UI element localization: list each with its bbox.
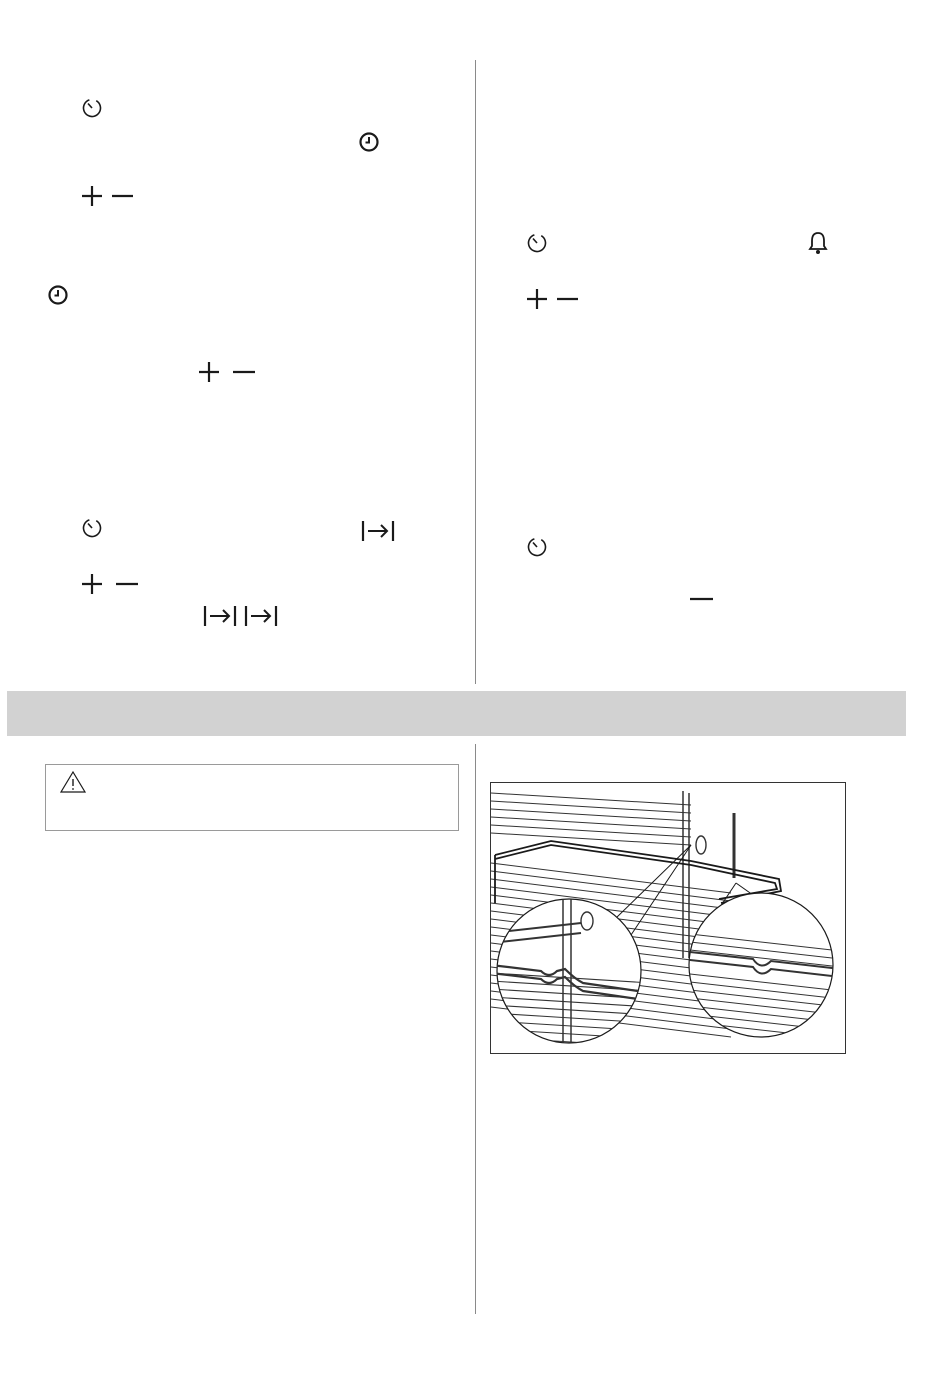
timer-icon [80,96,104,120]
timer-icon [525,535,549,559]
end-time-icon [243,603,279,629]
clock-icon [46,283,70,307]
warning-icon [59,769,87,795]
plus-minus-icon [80,183,136,209]
bell-icon [806,230,830,256]
clock-icon [357,130,381,154]
timer-icon [525,231,549,255]
warning-box [45,764,459,831]
oven-shelf-illustration [490,782,846,1054]
minus-icon [688,589,716,609]
section-heading-band [7,691,906,736]
column-divider-bottom [475,744,476,1314]
plus-minus-icon [197,359,259,385]
plus-minus-icon [525,286,581,312]
end-time-icon [360,518,396,544]
end-time-icon [202,603,238,629]
timer-icon [80,516,104,540]
plus-minus-icon [80,571,142,597]
column-divider-top [475,60,476,684]
